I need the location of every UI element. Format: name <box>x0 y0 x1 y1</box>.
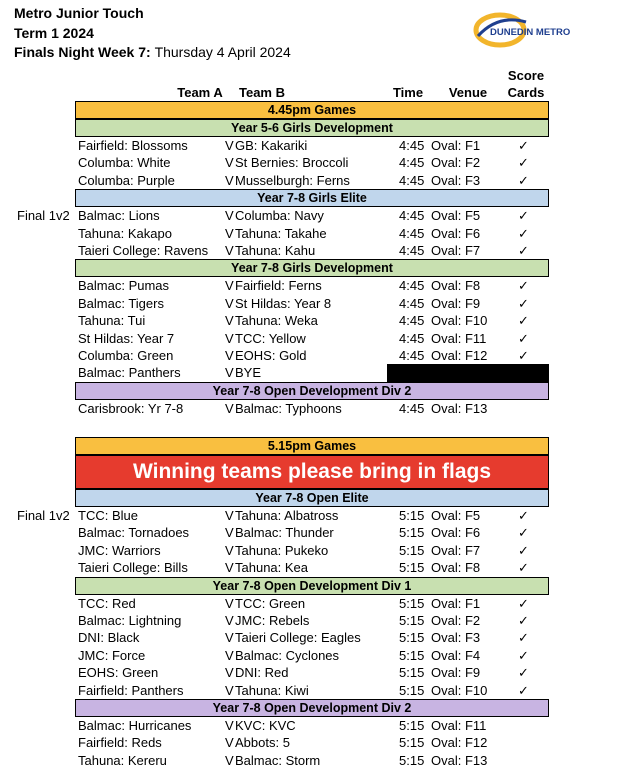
venue: Oval: F6 <box>431 525 481 541</box>
venue: Oval: F8 <box>431 278 481 294</box>
team-a: TCC: Red <box>78 595 136 611</box>
score-card-check-icon: ✓ <box>518 542 529 558</box>
score-card-check-icon: ✓ <box>518 225 529 241</box>
versus-label: V <box>225 752 234 768</box>
game-time: 5:15 <box>399 665 425 681</box>
score-card-check-icon: ✓ <box>518 278 529 294</box>
fixture-row <box>75 330 549 347</box>
score-card-check-icon: ✓ <box>518 242 529 258</box>
versus-label: V <box>225 295 234 311</box>
team-b: EOHS: Gold <box>235 347 307 363</box>
score-card-check-icon: ✓ <box>518 155 529 171</box>
score-card-check-icon: ✓ <box>518 208 529 224</box>
team-a: St Hildas: Year 7 <box>78 330 175 346</box>
game-time: 4:45 <box>399 242 425 258</box>
team-b: TCC: Yellow <box>235 330 306 346</box>
logo-swoosh-icon <box>468 8 608 54</box>
score-card-check-icon: ✓ <box>518 682 529 698</box>
team-a: Tahuna: Kakapo <box>78 225 172 241</box>
venue: Oval: F13 <box>431 752 488 768</box>
versus-label: V <box>225 717 234 733</box>
team-a: Columba: Purple <box>78 172 175 188</box>
game-time: 5:15 <box>399 717 425 733</box>
score-card-check-icon: ✓ <box>518 330 529 346</box>
col-venue: Venue <box>448 85 488 100</box>
section-gap <box>75 417 549 437</box>
team-a: Fairfield: Blossoms <box>78 138 188 153</box>
versus-label: V <box>225 682 234 698</box>
fixture-row <box>75 664 549 681</box>
team-b: Musselburgh: Ferns <box>235 172 350 188</box>
venue: Oval: F3 <box>431 630 481 646</box>
fixture-row <box>75 612 549 629</box>
game-time: 4:45 <box>399 313 425 329</box>
fixture-row <box>75 364 549 381</box>
versus-label: V <box>225 613 234 629</box>
versus-label: V <box>225 242 234 258</box>
game-time: 5:15 <box>399 630 425 646</box>
score-card-check-icon: ✓ <box>518 595 529 611</box>
game-time: 5:15 <box>399 752 425 768</box>
team-b: Balmac: Cyclones <box>235 647 340 663</box>
game-time: 4:45 <box>399 225 425 241</box>
session-title: 5.15pm Games <box>75 437 549 455</box>
fixture-row <box>75 154 549 171</box>
team-a: Balmac: Panthers <box>78 365 181 381</box>
venue: Oval: F11 <box>431 717 487 733</box>
team-b: Balmac: Storm <box>235 752 321 768</box>
fixture-row <box>75 734 549 751</box>
team-a: Columba: White <box>78 155 171 171</box>
fixtures-table <box>17 101 549 769</box>
team-a: Tahuna: Tui <box>78 313 146 329</box>
venue: Oval: F9 <box>431 295 481 311</box>
fixture-row <box>75 682 549 699</box>
team-b: Fairfield: Ferns <box>235 278 322 294</box>
score-card-check-icon: ✓ <box>518 525 529 541</box>
fixture-row <box>75 225 549 242</box>
venue: Oval: F10 <box>431 682 488 698</box>
game-time: 4:45 <box>399 347 425 363</box>
versus-label: V <box>225 542 234 558</box>
venue: Oval: F2 <box>431 155 481 171</box>
team-b: Tahuna: Kea <box>235 560 309 576</box>
finals-date: Thursday 4 April 2024 <box>154 44 291 60</box>
fixture-row <box>75 295 549 312</box>
team-a: Balmac: Tigers <box>78 295 164 311</box>
team-a: TCC: Blue <box>78 508 138 524</box>
team-a: Taieri College: Ravens <box>78 242 209 258</box>
venue: Oval: F11 <box>431 330 487 346</box>
game-time: 5:15 <box>399 735 425 751</box>
logo-text: DUNEDIN METRO <box>490 27 571 38</box>
col-cards: Cards <box>507 85 545 100</box>
team-a: Balmac: Lightning <box>78 613 182 629</box>
venue: Oval: F7 <box>431 542 481 558</box>
team-a: Fairfield: Reds <box>78 735 162 751</box>
versus-label: V <box>225 525 234 541</box>
versus-label: V <box>225 155 234 171</box>
score-card-check-icon: ✓ <box>518 172 529 188</box>
team-a: DNI: Black <box>78 630 140 646</box>
venue: Oval: F10 <box>431 313 488 329</box>
versus-label: V <box>225 208 234 224</box>
game-time: 4:45 <box>399 138 425 153</box>
game-time: 4:45 <box>399 400 425 416</box>
venue: Oval: F6 <box>431 225 481 241</box>
fixture-row <box>75 647 549 664</box>
team-a: Columba: Green <box>78 347 174 363</box>
team-a: Tahuna: Kereru <box>78 752 167 768</box>
finals-label: Finals Night Week 7: <box>14 44 151 60</box>
versus-label: V <box>225 347 234 363</box>
division-title: Year 7-8 Open Development Div 2 <box>75 382 549 400</box>
team-b: Tahuna: Pukeko <box>235 542 329 558</box>
division-title: Year 5-6 Girls Development <box>75 119 549 137</box>
term-title: Term 1 2024 <box>14 25 94 41</box>
venue: Oval: F1 <box>431 595 481 611</box>
game-time: 5:15 <box>399 595 425 611</box>
game-time: 5:15 <box>399 542 425 558</box>
versus-label: V <box>225 172 234 188</box>
game-time: 5:15 <box>399 647 425 663</box>
versus-label: V <box>225 138 234 153</box>
team-b: BYE <box>235 365 262 381</box>
game-time: 4:45 <box>399 330 425 346</box>
fixture-row <box>75 172 549 189</box>
fixture-row <box>75 559 549 576</box>
team-b: GB: Kakariki <box>235 138 308 153</box>
game-time: 5:15 <box>399 613 425 629</box>
game-time: 4:45 <box>399 208 425 224</box>
fixture-row <box>75 629 549 646</box>
team-b: Balmac: Thunder <box>235 525 334 541</box>
venue: Oval: F5 <box>431 208 481 224</box>
game-time: 5:15 <box>399 525 425 541</box>
fixture-row <box>75 137 549 154</box>
versus-label: V <box>225 647 234 663</box>
col-team-a: Team A <box>177 85 223 100</box>
game-time: 4:45 <box>399 295 425 311</box>
team-b: TCC: Green <box>235 595 306 611</box>
versus-label: V <box>225 595 234 611</box>
team-b: Taieri College: Eagles <box>235 630 361 646</box>
game-time: 4:45 <box>399 278 425 294</box>
team-a: Balmac: Hurricanes <box>78 717 192 733</box>
division-title: Year 7-8 Open Development Div 1 <box>75 577 549 595</box>
venue: Oval: F8 <box>431 560 481 576</box>
venue: Oval: F12 <box>431 735 488 751</box>
score-card-check-icon: ✓ <box>518 295 529 311</box>
versus-label: V <box>225 313 234 329</box>
fixture-row <box>75 312 549 329</box>
dunedin-metro-logo <box>468 8 608 54</box>
team-a: Balmac: Lions <box>78 208 160 224</box>
score-card-check-icon: ✓ <box>518 508 529 524</box>
venue: Oval: F1 <box>431 138 481 153</box>
game-time: 4:45 <box>399 155 425 171</box>
fixture-row <box>75 542 549 559</box>
finals-title <box>14 43 291 61</box>
venue: Oval: F4 <box>431 647 481 663</box>
team-b: JMC: Rebels <box>235 613 310 629</box>
venue: Oval: F13 <box>431 400 488 416</box>
final-label: Final 1v2 <box>17 508 70 524</box>
fixture-row <box>75 752 549 769</box>
versus-label: V <box>225 330 234 346</box>
venue: Oval: F7 <box>431 242 481 258</box>
team-a: JMC: Force <box>78 647 146 663</box>
score-card-check-icon: ✓ <box>518 347 529 363</box>
division-title: Year 7-8 Girls Development <box>75 259 549 277</box>
team-b: Columba: Navy <box>235 208 324 224</box>
versus-label: V <box>225 365 234 381</box>
fixture-row <box>75 242 549 259</box>
team-b: Tahuna: Takahe <box>235 225 327 241</box>
fixture-row <box>75 595 549 612</box>
team-b: KVC: KVC <box>235 717 296 733</box>
team-b: St Hildas: Year 8 <box>235 295 332 311</box>
team-a: EOHS: Green <box>78 665 159 681</box>
team-a: Fairfield: Panthers <box>78 682 184 698</box>
fixture-row <box>75 277 549 294</box>
team-b: Tahuna: Albatross <box>235 508 339 524</box>
score-card-check-icon: ✓ <box>518 613 529 629</box>
score-card-check-icon: ✓ <box>518 647 529 663</box>
venue: Oval: F2 <box>431 613 481 629</box>
venue: Oval: F3 <box>431 172 481 188</box>
venue: Oval: F5 <box>431 508 481 524</box>
division-title: Year 7-8 Girls Elite <box>75 189 549 207</box>
venue: Oval: F12 <box>431 347 488 363</box>
team-b: Tahuna: Kiwi <box>235 682 309 698</box>
col-score: Score <box>507 68 545 83</box>
versus-label: V <box>225 665 234 681</box>
division-title: Year 7-8 Open Development Div 2 <box>75 699 549 717</box>
game-time: 4:45 <box>399 172 425 188</box>
team-b: Balmac: Typhoons <box>235 400 342 416</box>
team-b: Tahuna: Kahu <box>235 242 316 258</box>
team-b: St Bernies: Broccoli <box>235 155 349 171</box>
versus-label: V <box>225 630 234 646</box>
session-title: 4.45pm Games <box>75 101 549 119</box>
team-a: Balmac: Pumas <box>78 278 170 294</box>
game-time: 5:15 <box>399 682 425 698</box>
team-b: Abbots: 5 <box>235 735 290 751</box>
score-card-check-icon: ✓ <box>518 313 529 329</box>
versus-label: V <box>225 735 234 751</box>
score-card-check-icon: ✓ <box>518 630 529 646</box>
versus-label: V <box>225 560 234 576</box>
score-card-check-icon: ✓ <box>518 560 529 576</box>
team-a: Carisbrook: Yr 7-8 <box>78 400 184 416</box>
fixture-row <box>75 347 549 364</box>
final-label: Final 1v2 <box>17 208 70 224</box>
fixture-row <box>75 524 549 541</box>
fixture-row <box>17 507 549 524</box>
venue: Oval: F9 <box>431 665 481 681</box>
score-card-check-icon: ✓ <box>518 138 529 153</box>
bye-block <box>387 364 549 381</box>
fixture-row <box>75 717 549 734</box>
org-title: Metro Junior Touch <box>14 5 144 21</box>
fixture-row <box>17 207 549 224</box>
game-time: 5:15 <box>399 508 425 524</box>
versus-label: V <box>225 400 234 416</box>
score-card-check-icon: ✓ <box>518 665 529 681</box>
fixture-row <box>75 400 549 417</box>
team-b: DNI: Red <box>235 665 289 681</box>
col-time: Time <box>392 85 424 100</box>
versus-label: V <box>225 278 234 294</box>
col-team-b: Team B <box>239 85 285 100</box>
team-a: Balmac: Tornadoes <box>78 525 190 541</box>
versus-label: V <box>225 508 234 524</box>
flags-banner: Winning teams please bring in flags <box>75 455 549 489</box>
division-title: Year 7-8 Open Elite <box>75 489 549 507</box>
versus-label: V <box>225 225 234 241</box>
team-a: JMC: Warriors <box>78 542 161 558</box>
game-time: 5:15 <box>399 560 425 576</box>
team-b: Tahuna: Weka <box>235 313 318 329</box>
team-a: Taieri College: Bills <box>78 560 188 576</box>
